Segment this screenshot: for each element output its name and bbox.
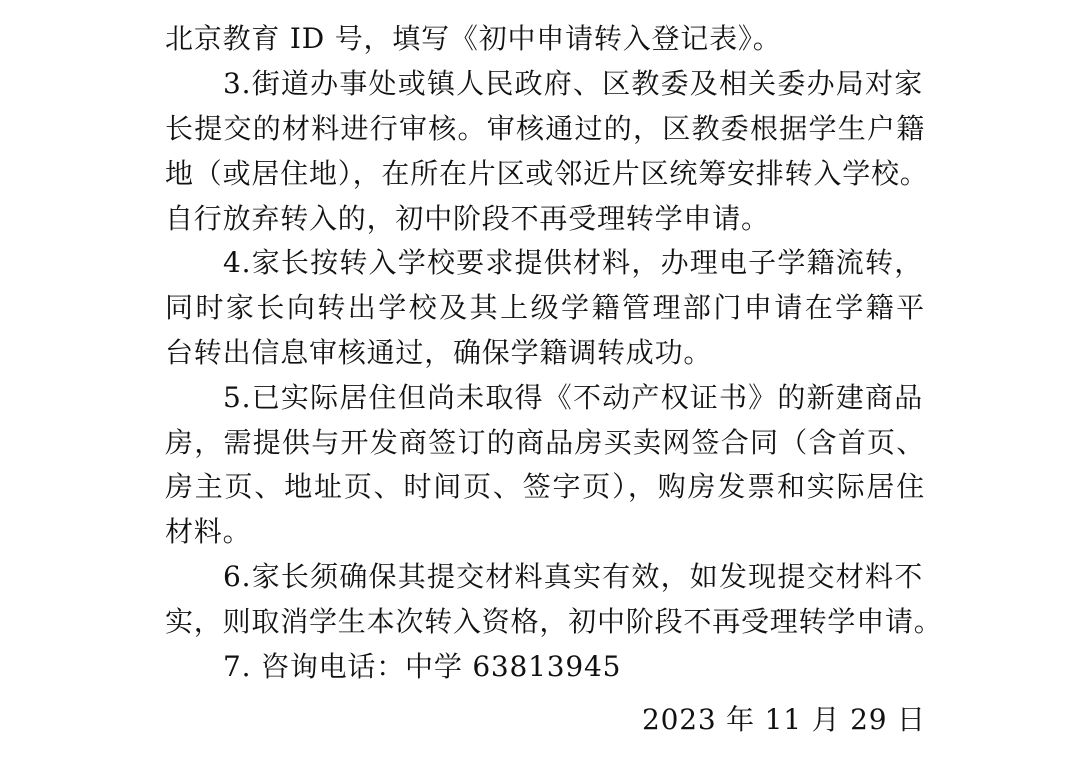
document-date: 2023 年 11 月 29 日 — [642, 703, 926, 736]
text-line-2: 3.街道办事处或镇人民政府、区教委及相关委办局对家 — [223, 67, 923, 100]
text-line-8: 台转出信息审核通过，确保学籍调转成功。 — [165, 336, 713, 369]
text-line-11: 房主页、地址页、时间页、签字页），购房发票和实际居住 — [165, 470, 925, 503]
text-line-10: 房，需提供与开发商签订的商品房买卖网签合同（含首页、 — [165, 426, 925, 459]
text-line-1: 北京教育 ID 号，填写《初中申请转入登记表》。 — [165, 22, 782, 55]
text-line-6: 4.家长按转入学校要求提供材料，办理电子学籍流转， — [223, 246, 923, 279]
text-line-15: 7. 咨询电话：中学 63813945 — [223, 650, 622, 683]
text-line-14: 实，则取消学生本次转入资格，初中阶段不再受理转学申请。 — [165, 605, 943, 638]
text-line-13: 6.家长须确保其提交材料真实有效，如发现提交材料不 — [223, 560, 923, 593]
text-line-5: 自行放弃转入的，初中阶段不再受理转学申请。 — [165, 202, 770, 235]
text-line-12: 材料。 — [165, 515, 252, 548]
text-line-9: 5.已实际居住但尚未取得《不动产权证书》的新建商品 — [223, 381, 923, 414]
text-line-4: 地（或居住地），在所在片区或邻近片区统筹安排转入学校。 — [165, 157, 929, 190]
text-line-3: 长提交的材料进行审核。审核通过的，区教委根据学生户籍 — [165, 112, 925, 145]
text-line-7: 同时家长向转出学校及其上级学籍管理部门申请在学籍平 — [165, 291, 925, 324]
